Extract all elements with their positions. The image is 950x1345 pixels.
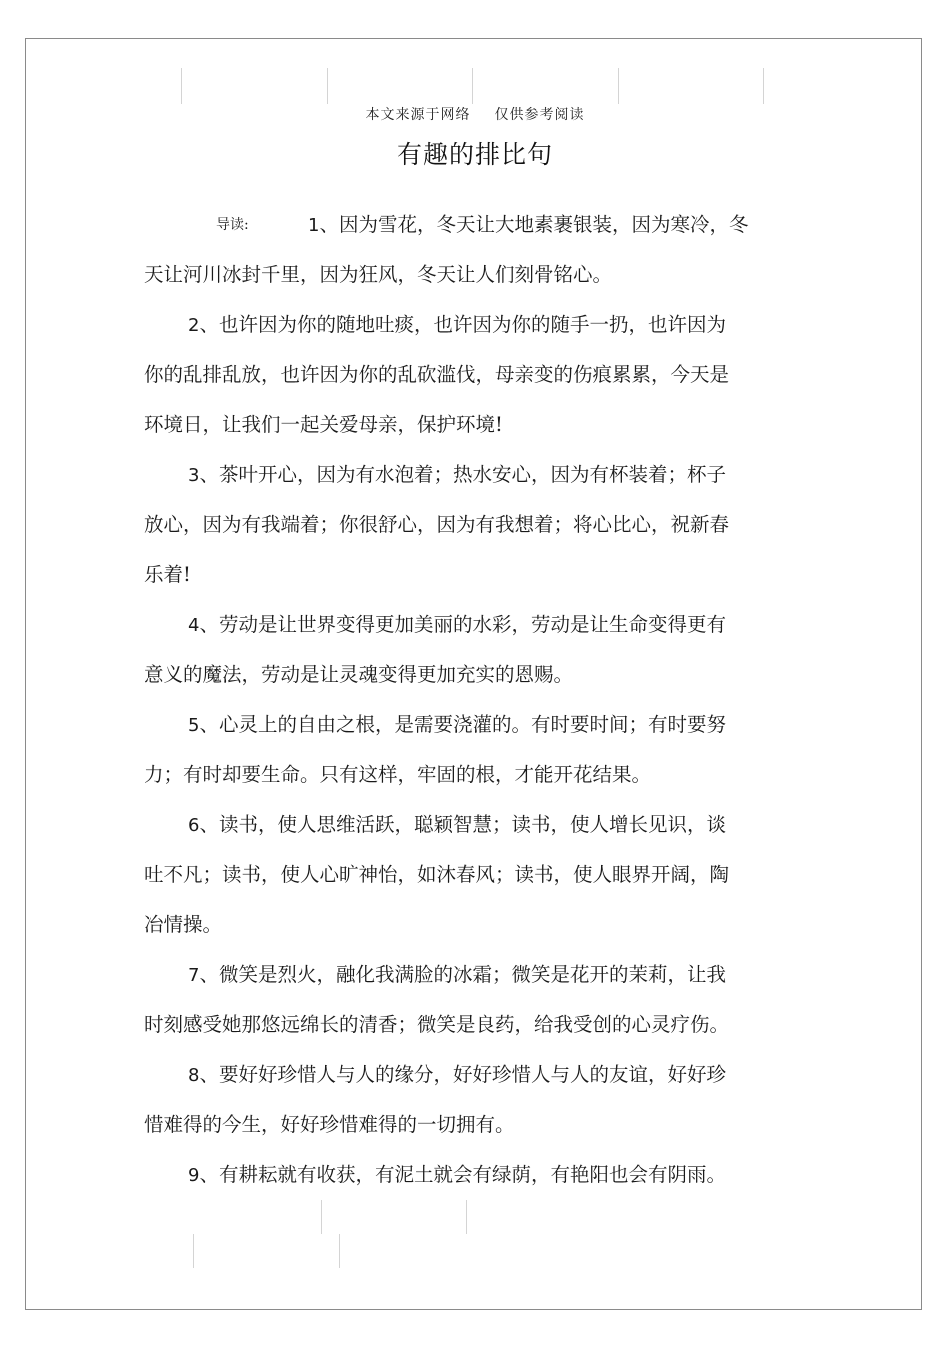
paragraph-number: 8 [188, 1065, 200, 1086]
paragraph-line [144, 204, 784, 254]
paragraph-line [144, 954, 784, 1004]
paragraph-number: 2 [188, 315, 200, 336]
paragraph-text: 冶情操。 [144, 913, 223, 936]
column-rule [466, 1200, 467, 1234]
paragraph-line [144, 754, 784, 804]
paragraph-line [144, 604, 784, 654]
paragraph-text: 、有耕耘就有收获，有泥土就会有绿荫，有艳阳也会有阴雨。 [199, 1163, 726, 1186]
paragraph-line [144, 854, 784, 904]
paragraph-text: 意义的魔法，劳动是让灵魂变得更加充实的恩赐。 [144, 663, 574, 686]
paragraph-line [144, 1154, 784, 1204]
column-rule [618, 68, 619, 104]
article-body [144, 204, 784, 1204]
paragraph-text: 你的乱排乱放，也许因为你的乱砍滥伐，母亲变的伤痕累累，今天是 [144, 363, 730, 386]
paragraph-line [144, 1104, 784, 1154]
paragraph-text: 、也许因为你的随地吐痰，也许因为你的随手一扔，也许因为 [199, 313, 726, 336]
paragraph-line [144, 354, 784, 404]
column-rule [321, 1200, 322, 1234]
paragraph-line [144, 504, 784, 554]
paragraph-line [144, 904, 784, 954]
source-note-left: 本文来源于网络 [365, 107, 471, 123]
paragraph-line [144, 304, 784, 354]
paragraph-text: 天让河川冰封千里，因为狂风，冬天让人们刻骨铭心。 [144, 263, 613, 286]
paragraph-line [144, 254, 784, 304]
paragraph-text: 、因为雪花，冬天让大地素裹银装，因为寒冷，冬 [319, 213, 749, 236]
paragraph-number: 3 [188, 465, 200, 486]
paragraph-line [144, 1054, 784, 1104]
lead-label: 导读: [216, 217, 249, 233]
paragraph-text: 时刻感受她那悠远绵长的清香；微笑是良药，给我受创的心灵疗伤。 [144, 1013, 730, 1036]
paragraph-text: 乐着! [144, 563, 191, 586]
paragraph-text: 吐不凡；读书，使人心旷神怡，如沐春风；读书，使人眼界开阔，陶 [144, 863, 730, 886]
paragraph-line [144, 404, 784, 454]
column-rule [339, 1234, 340, 1268]
paragraph-text: 、劳动是让世界变得更加美丽的水彩，劳动是让生命变得更有 [199, 613, 726, 636]
paragraph-number: 5 [188, 715, 200, 736]
paragraph-text: 、微笑是烈火，融化我满脸的冰霜；微笑是花开的茉莉，让我 [199, 963, 726, 986]
paragraph-line [144, 654, 784, 704]
source-note-right: 仅供参考阅读 [494, 107, 585, 123]
paragraph-text: 、茶叶开心，因为有水泡着；热水安心，因为有杯装着；杯子 [199, 463, 726, 486]
paragraph-line [144, 554, 784, 604]
column-rule [763, 68, 764, 104]
paragraph-text: 环境日，让我们一起关爱母亲，保护环境! [144, 413, 503, 436]
source-note [0, 104, 950, 124]
paragraph-number: 6 [188, 815, 200, 836]
paragraph-line [144, 704, 784, 754]
paragraph-text: 、要好好珍惜人与人的缘分，好好珍惜人与人的友谊，好好珍 [199, 1063, 726, 1086]
paragraph-line [144, 454, 784, 504]
column-rule [327, 68, 328, 104]
paragraph-number: 7 [188, 965, 200, 986]
paragraph-text: 放心，因为有我端着；你很舒心，因为有我想着；将心比心，祝新春 [144, 513, 730, 536]
paragraph-line [144, 804, 784, 854]
column-rule [181, 68, 182, 104]
paragraph-number: 4 [188, 615, 200, 636]
column-rule [193, 1234, 194, 1268]
paragraph-number: 9 [188, 1165, 200, 1186]
paragraph-text: 惜难得的今生，好好珍惜难得的一切拥有。 [144, 1113, 515, 1136]
paragraph-text: 力；有时却要生命。只有这样，牢固的根，才能开花结果。 [144, 763, 652, 786]
paragraph-text: 、读书，使人思维活跃，聪颖智慧；读书，使人增长见识，谈 [199, 813, 726, 836]
paragraph-number: 1 [308, 215, 320, 236]
column-rule [472, 68, 473, 104]
page-title: 有趣的排比句 [396, 140, 553, 169]
paragraph-text: 、心灵上的自由之根，是需要浇灌的。有时要时间；有时要努 [199, 713, 726, 736]
paragraph-line [144, 1004, 784, 1054]
